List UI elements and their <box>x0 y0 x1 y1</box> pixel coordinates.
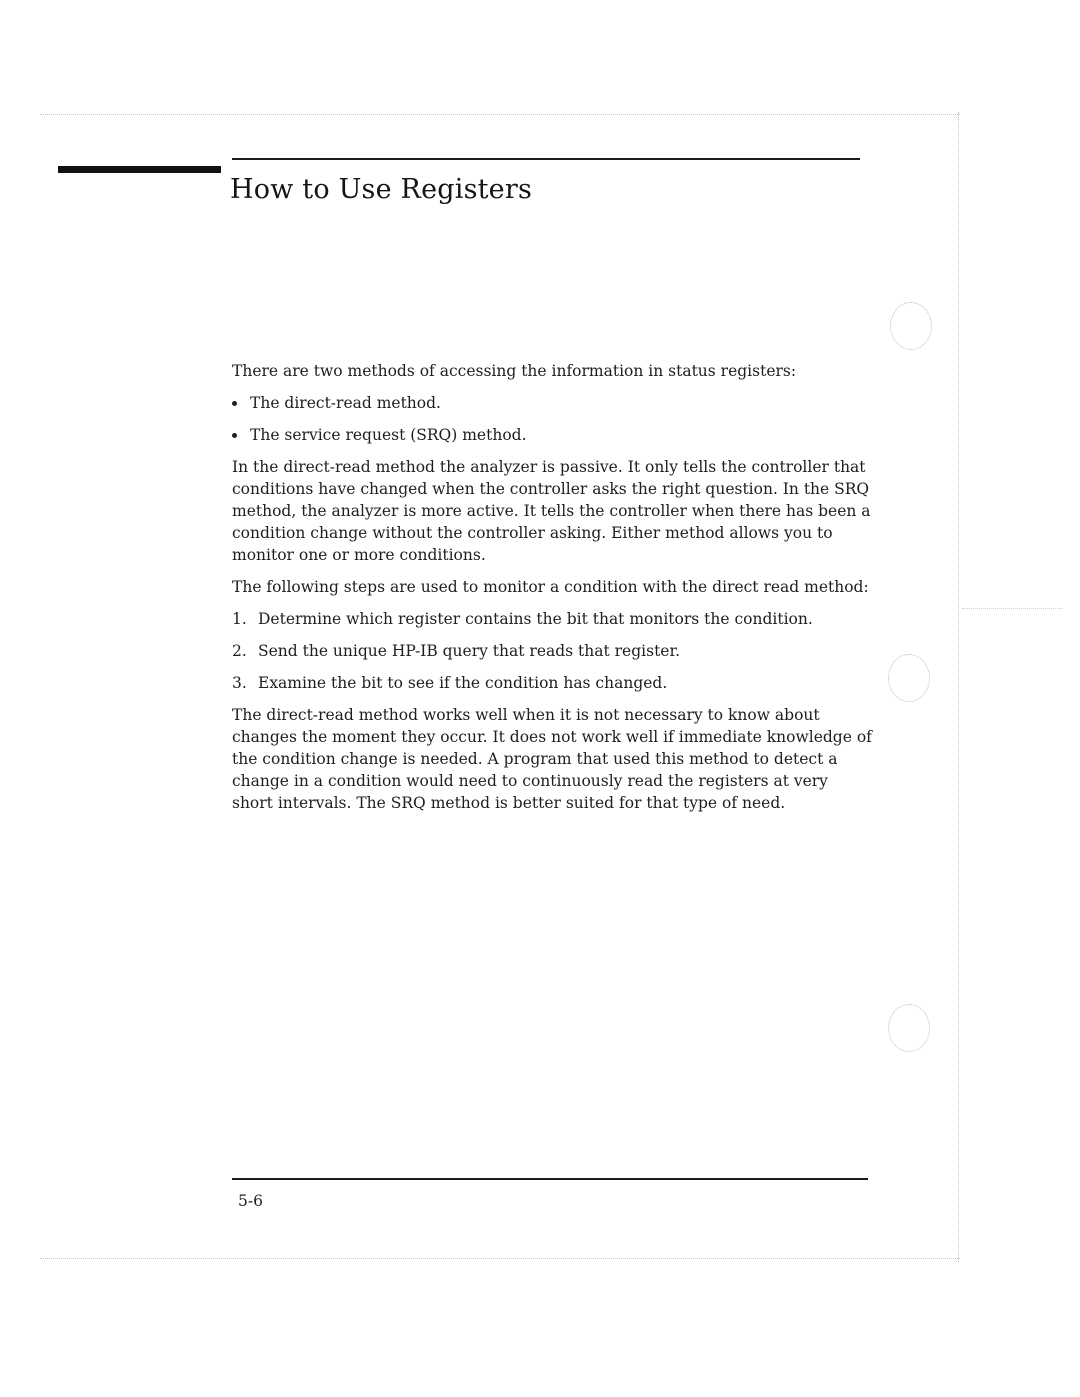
scan-edge-mark <box>962 608 1062 609</box>
body-content <box>232 360 872 824</box>
conclusion-paragraph: The direct-read method works well when it is not necessary to know about changes the moment they occur. It does not work well if immediate knowledge of the condition change is needed. A program that used this method to detect a change in a condition would need to continuously read the registers at very short intervals. The SRQ method is better suited for that type of need. <box>232 706 872 812</box>
comparison-paragraph: In the direct-read method the analyzer is passive. It only tells the controller that conditions have changed when the controller asks the right question. In the SRQ method, the analyzer is more active. It tells the controller when there has been a condition change without the controller asking. Either method allows you to monitor one or more conditions. <box>232 458 871 564</box>
step-text: Examine the bit to see if the condition has changed. <box>258 674 668 692</box>
scan-edge-right <box>958 112 959 1262</box>
step-number: 2. <box>232 642 247 660</box>
section-marker-bar <box>58 166 221 173</box>
step-text: Determine which register contains the bit that monitors the condition. <box>258 610 813 628</box>
intro-paragraph: There are two methods of accessing the information in status registers: <box>232 362 797 380</box>
page-title: How to Use Registers <box>230 174 533 205</box>
header-rule <box>232 158 860 160</box>
binder-hole-bottom <box>888 1004 930 1052</box>
bullet-icon <box>232 433 237 438</box>
list-item <box>232 672 872 694</box>
methods-list <box>232 392 872 446</box>
page-number: 5-6 <box>238 1192 263 1210</box>
step-text: Send the unique HP-IB query that reads that register. <box>258 642 681 660</box>
step-number: 1. <box>232 610 247 628</box>
list-item <box>232 392 872 414</box>
list-item <box>232 608 872 630</box>
method-text: The service request (SRQ) method. <box>250 426 527 444</box>
scan-edge-bottom <box>40 1258 960 1259</box>
step-number: 3. <box>232 674 247 692</box>
steps-intro-paragraph: The following steps are used to monitor a condition with the direct read method: <box>232 578 869 596</box>
binder-hole-top <box>890 302 932 350</box>
method-text: The direct-read method. <box>250 394 441 412</box>
steps-list <box>232 608 872 694</box>
footer-rule <box>232 1178 868 1180</box>
bullet-icon <box>232 401 237 406</box>
scan-edge-top <box>40 114 960 115</box>
list-item <box>232 424 872 446</box>
list-item <box>232 640 872 662</box>
binder-hole-middle <box>888 654 930 702</box>
